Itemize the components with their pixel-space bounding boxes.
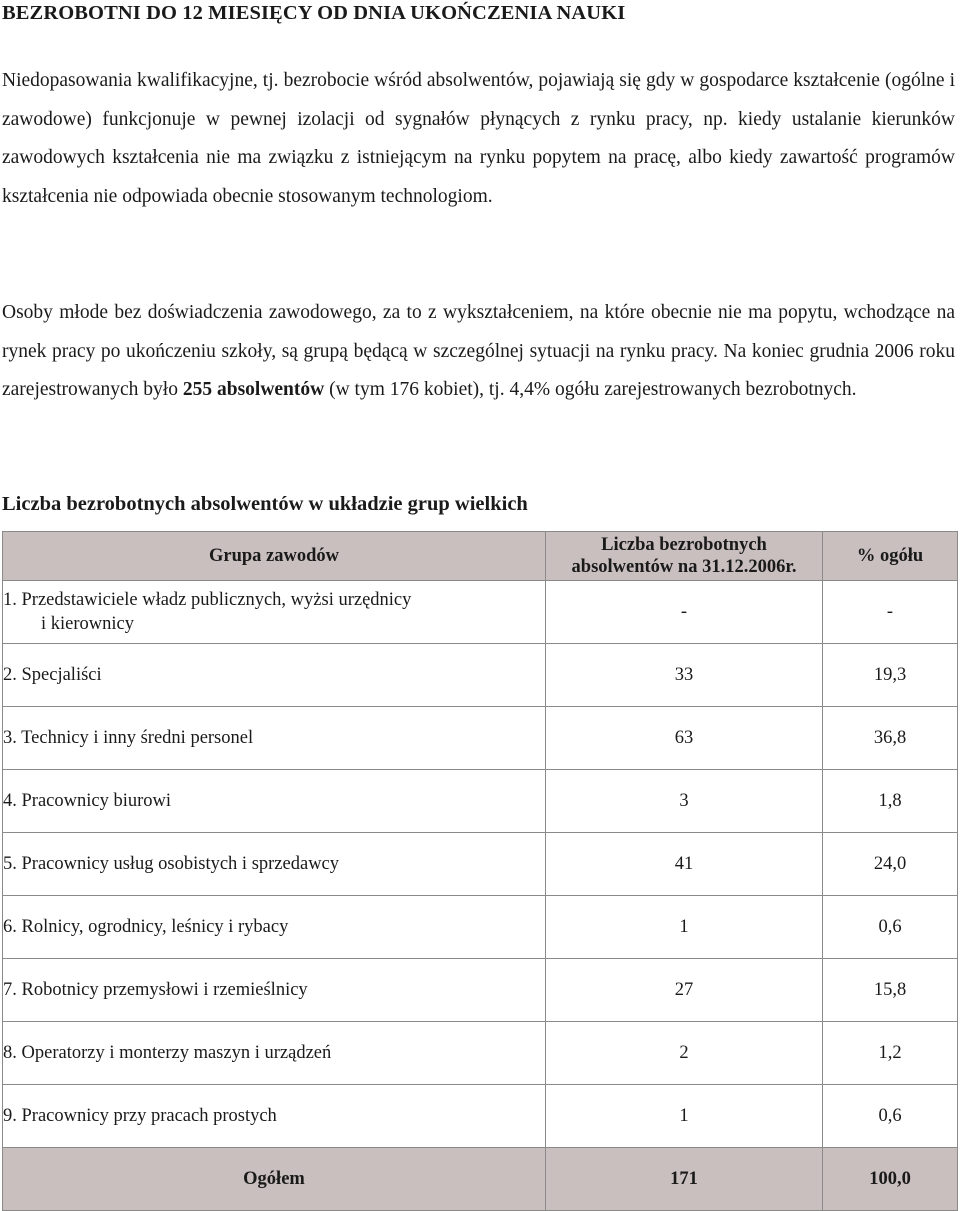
header-count-line1: Liczba bezrobotnych (601, 535, 767, 555)
total-percent: 100,0 (823, 1148, 958, 1211)
row-count: 2 (546, 1022, 823, 1085)
row-percent: 1,2 (823, 1022, 958, 1085)
table-row (3, 896, 958, 959)
row-percent: 15,8 (823, 959, 958, 1022)
header-group: Grupa zawodów (3, 532, 546, 581)
row-count: 3 (546, 770, 823, 833)
paragraph-graduates-part1: Osoby młode bez doświadczenia zawodowego, za to z wykształceniem, na które obecnie nie ma popytu, wchodzące na rynek pracy po ukończeniu szkoły, są grupą będącą w szczególnej sytuacji na rynku pracy. Na koniec grudnia 2006 roku zarejestrowanych było (2, 302, 955, 401)
row-count: 41 (546, 833, 823, 896)
table-total-row (3, 1148, 958, 1211)
table-row (3, 833, 958, 896)
total-count: 171 (546, 1148, 823, 1211)
row-percent: 0,6 (823, 896, 958, 959)
header-count-line2: absolwentów na 31.12.2006r. (571, 557, 797, 577)
table-row (3, 959, 958, 1022)
occupation-groups-table (2, 531, 958, 1211)
header-count (546, 532, 823, 581)
paragraph-graduates-part2: (w tym 176 kobiet), tj. 4,4% ogółu zarejestrowanych bezrobotnych. (324, 379, 857, 401)
row-count: 33 (546, 644, 823, 707)
row-group-name: 8. Operatorzy i monterzy maszyn i urządzeń (3, 1022, 546, 1085)
row-count: 1 (546, 1085, 823, 1148)
table-row (3, 581, 958, 644)
table-row (3, 1085, 958, 1148)
header-percent: % ogółu (823, 532, 958, 581)
row-percent: 0,6 (823, 1085, 958, 1148)
row-group-name (3, 581, 546, 644)
row-group-name: 7. Robotnicy przemysłowi i rzemieślnicy (3, 959, 546, 1022)
row-percent: 19,3 (823, 644, 958, 707)
row-count: 27 (546, 959, 823, 1022)
row-group-name-line2: i kierownicy (41, 614, 134, 634)
table-row (3, 644, 958, 707)
row-percent: - (823, 581, 958, 644)
paragraph-mismatch: Niedopasowania kwalifikacyjne, tj. bezrobocie wśród absolwentów, pojawiają się gdy w gospodarce kształcenie (ogólne i zawodowe) funkcjonuje w pewnej izolacji od sygnałów płynących z rynku pracy, np. kiedy ustalanie kierunków zawodowych kształcenia nie ma związku z istniejącym na rynku popytem na pracę, albo kiedy zawartość programów kształcenia nie odpowiada obecnie stosowanym technologiom. (2, 70, 955, 208)
paragraph-graduates (2, 294, 955, 410)
row-group-name: 5. Pracownicy usług osobistych i sprzedawcy (3, 833, 546, 896)
row-percent: 1,8 (823, 770, 958, 833)
row-percent: 36,8 (823, 707, 958, 770)
table-row (3, 707, 958, 770)
table-title: Liczba bezrobotnych absolwentów w układzie grup wielkich (2, 493, 528, 515)
section-heading: BEZROBOTNI DO 12 MIESIĘCY OD DNIA UKOŃCZENIA NAUKI (2, 2, 626, 24)
row-group-name: 6. Rolnicy, ogrodnicy, leśnicy i rybacy (3, 896, 546, 959)
table-header-row (3, 532, 958, 581)
row-group-name-line1: 1. Przedstawiciele władz publicznych, wyżsi urzędnicy (3, 590, 412, 610)
row-count: 63 (546, 707, 823, 770)
row-group-name: 4. Pracownicy biurowi (3, 770, 546, 833)
row-group-name: 9. Pracownicy przy pracach prostych (3, 1085, 546, 1148)
table-row (3, 770, 958, 833)
graduates-count-highlight: 255 absolwentów (182, 379, 325, 401)
table-row (3, 1022, 958, 1085)
row-group-name: 3. Technicy i inny średni personel (3, 707, 546, 770)
row-group-name: 2. Specjaliści (3, 644, 546, 707)
row-count: - (546, 581, 823, 644)
row-count: 1 (546, 896, 823, 959)
total-label: Ogółem (3, 1148, 546, 1211)
row-percent: 24,0 (823, 833, 958, 896)
